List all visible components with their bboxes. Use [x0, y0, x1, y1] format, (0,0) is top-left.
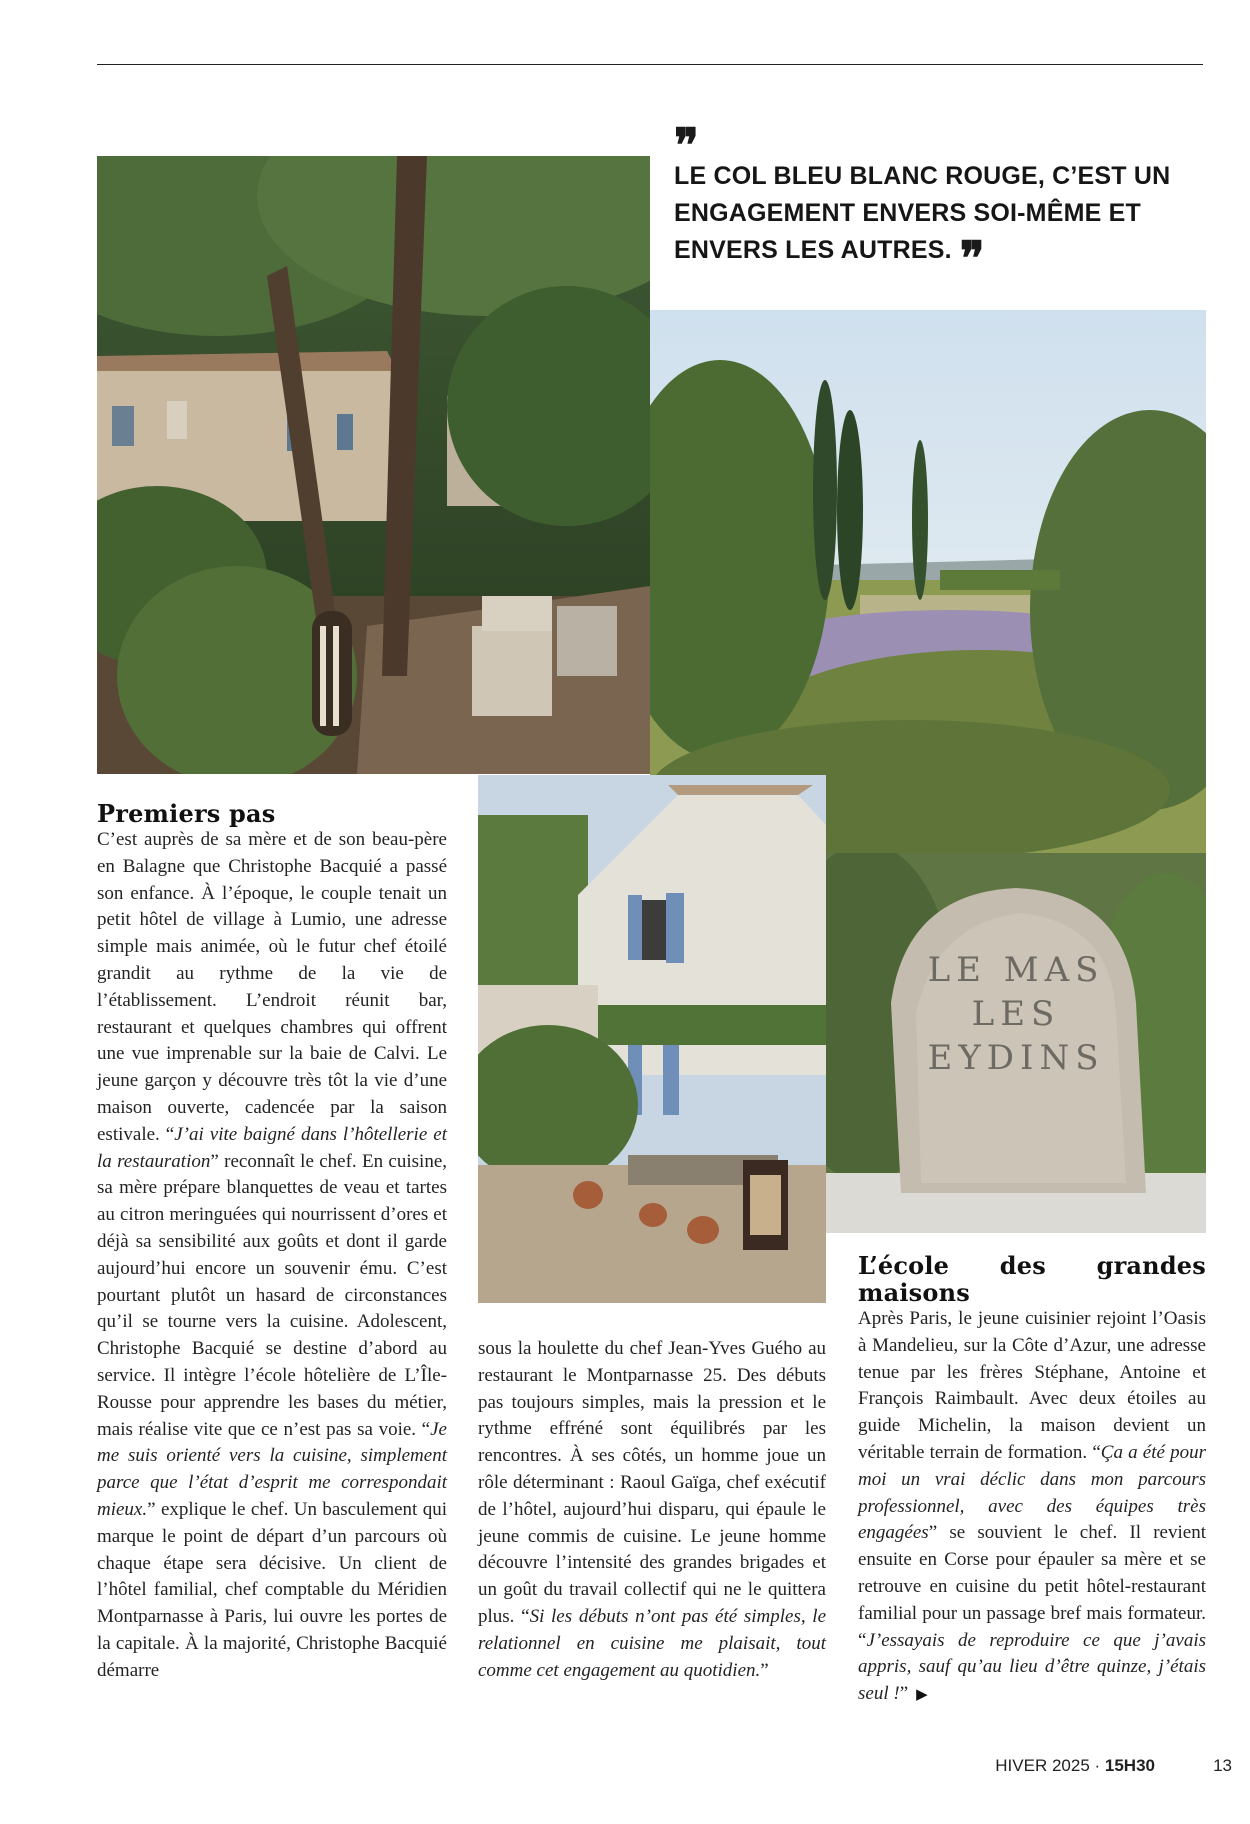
magazine-name: 15H30: [1104, 1756, 1155, 1775]
top-rule: [97, 64, 1203, 65]
section-heading-ecole: L’école des grandes maisons: [858, 1251, 1206, 1307]
body-text: C’est auprès de sa mère et de son beau-père en Balagne que Christophe Bacquié a passé son enfance. À l’époque, le couple tenait un petit hôtel de village à Lumio, une adresse simple mais animée, où le futur chef étoilé grandit au rythme de la vie de l’établissement. L’endroit réunit bar, restaurant et quelques chambres qui offrent une vue imprenable sur la baie de Calvi. Le jeune garçon y découvre très tôt la vie d’une maison ouverte, cadencée par la saison estivale. “J’ai vite baigné dans l’hôtellerie et la restauration” reconnaît le chef. En cuisine, sa mère prépare blanquettes de veau et tartes au citron meringuées qui nourrissent d’ores et déjà sa sensibilité aux goûts et dont il garde aujourd’hui encore un souvenir ému. C’est pourtant plutôt un hasard de circonstances qu’il se tourne vers la cuisine. Adolescent, Christophe Bacquié se destine d’abord au service. Il intègre l’école hôtelière de L’Île-Rousse pour apprendre les bases du métier, mais réalise vite que ce n’est pas sa voie. “Je me suis orienté vers la cuisine, simplement parce que l’état d’esprit me correspondait mieux.” explique le chef. Un basculement qui marque le point de départ d’un parcours où chaque étape sera décisive. Un client de l’hôtel familial, chef comptable du Méridien Montparnasse à Paris, lui ouvre les portes de la capitale. À la majorité, Christophe Bacquié démarre: [97, 829, 448, 1681]
pull-quote: [674, 118, 1194, 285]
body-text: sous la houlette du chef Jean-Yves Guého au restaurant le Montparnasse 25. Des débuts pas toujours simples, mais la pression et le rythme effréné sont équilibrés par les rencontres. À ses côtés, un homme joue un rôle déterminant : Raoul Gaïga, chef exécutif de l’hôtel, aujourd’hui disparu, qui épaule le jeune commis de cuisine. Le jeune homme découvre l’intensité des grandes brigades et un goût du travail collectif qui ne le quittera plus. “Si les débuts n’ont pas été simples, le relationnel en cuisine me plaisait, tout comme cet engagement au quotidien.”: [478, 1338, 826, 1681]
continue-arrow-icon: ▶: [916, 1687, 928, 1704]
close-quote-icon: ❞: [959, 231, 985, 285]
stone-sign-line2: LES: [971, 994, 1061, 1034]
house-blue-shutters-photo: [478, 775, 826, 1303]
page-number: 13: [1213, 1756, 1232, 1775]
stone-sign-line3: EYDINS: [927, 1038, 1105, 1078]
section-heading-premiers-pas: Premiers pas: [97, 799, 276, 828]
stone-sign-photo: [826, 853, 1206, 1233]
open-quote-icon: ❞: [674, 118, 699, 172]
body-text: Après Paris, le jeune cuisinier rejoint l’Oasis à Mandelieu, sur la Côte d’Azur, une adresse tenue par les frères Stéphane, Antoine et François Raimbault. Avec deux étoiles au guide Michelin, la maison devient un véritable terrain de formation. “Ça a été pour moi un vrai déclic dans mon parcours professionnel, avec des équipes très engagées” se souvient le chef. Il revient ensuite en Corse pour épauler sa mère et se retrouve en cuisine du petit hôtel-restaurant familial pour un passage bref mais formateur. “J’essayais de reproduire ce que j’avais appris, sauf qu’au lieu d’être quinze, j’étais seul !” ▶: [858, 1306, 1206, 1709]
issue-label: HIVER 2025 ·: [995, 1756, 1105, 1775]
pull-quote-text: LE COL BLEU BLANC ROUGE, C’EST UN ENGAGEMENT ENVERS SOI-MÊME ET ENVERS LES AUTRES.: [674, 162, 1171, 264]
column-continued: [478, 1336, 826, 1684]
stone-sign-line1: LE MAS: [927, 950, 1105, 990]
garden-terrace-photo: [97, 156, 650, 774]
provence-landscape-photo: [650, 310, 1206, 853]
column-ecole-grandes-maisons: [858, 1252, 1206, 1709]
column-premiers-pas: [97, 800, 447, 1685]
